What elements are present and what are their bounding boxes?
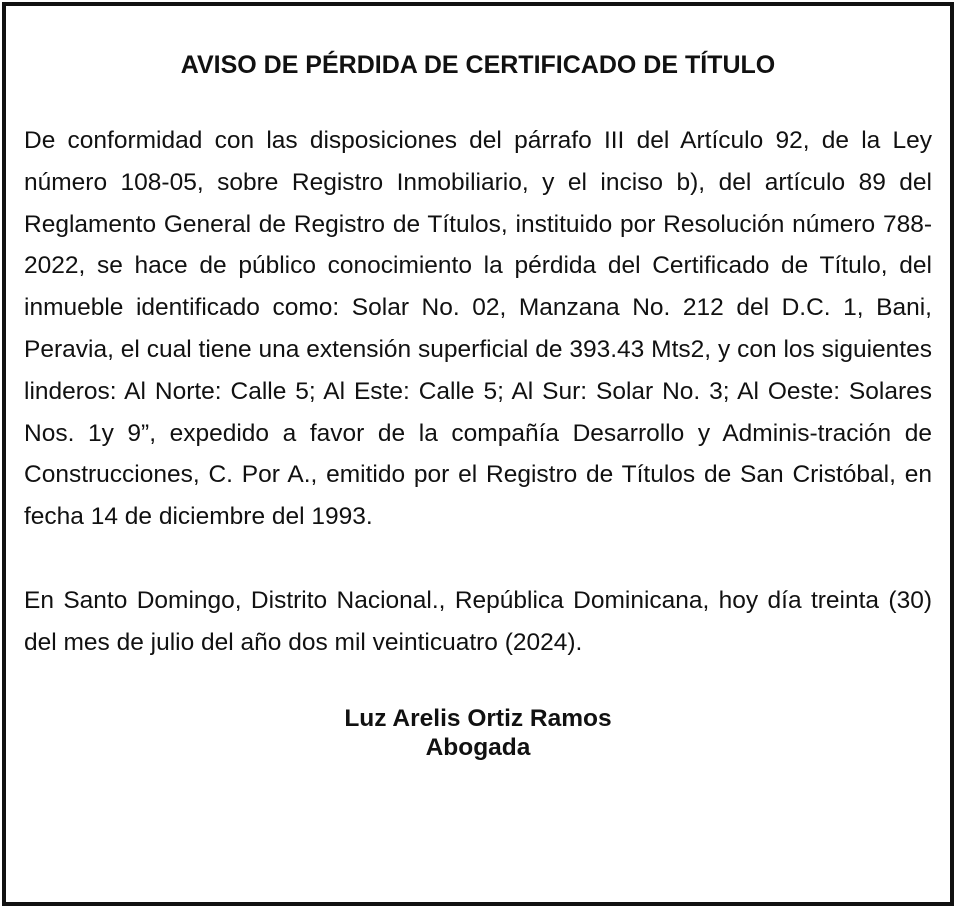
notice-content [24,50,932,762]
notice-title: AVISO DE PÉRDIDA DE CERTIFICADO DE TÍTULO [180,51,776,79]
signature-role: Abogada [425,733,531,761]
signature-block [24,704,932,762]
notice-body-paragraph: De conformidad con las disposiciones del párrafo III del Artículo 92, de la Ley número 108-05, sobre Registro Inmobiliario, y el inciso b), del artículo 89 del Reglamento General de Registro de Títulos, instituido por Resolución número 788-2022, se hace de público conocimiento la pérdida del Certificado de Título, del inmueble identificado como: Solar No. 02, Manzana No. 212 del D.C. 1, Bani, Peravia, el cual tiene una extensión superficial de 393.43 Mts2, y con los siguientes linderos: Al Norte: Calle 5; Al Este: Calle 5; Al Sur: Solar No. 3; Al Oeste: Solares Nos. 1y 9”, expedido a favor de la compañía Desarrollo y Adminis-tración de Construcciones, C. Por A., emitido por el Registro de Títulos de San Cristóbal, en fecha 14 de diciembre del 1993. [24,127,932,531]
signature-name: Luz Arelis Ortiz Ramos [344,704,612,732]
notice-date-paragraph: En Santo Domingo, Distrito Nacional., República Dominicana, hoy día treinta (30) del mes de julio del año dos mil veinticuatro (2024). [24,586,932,656]
notice-frame [2,2,954,906]
